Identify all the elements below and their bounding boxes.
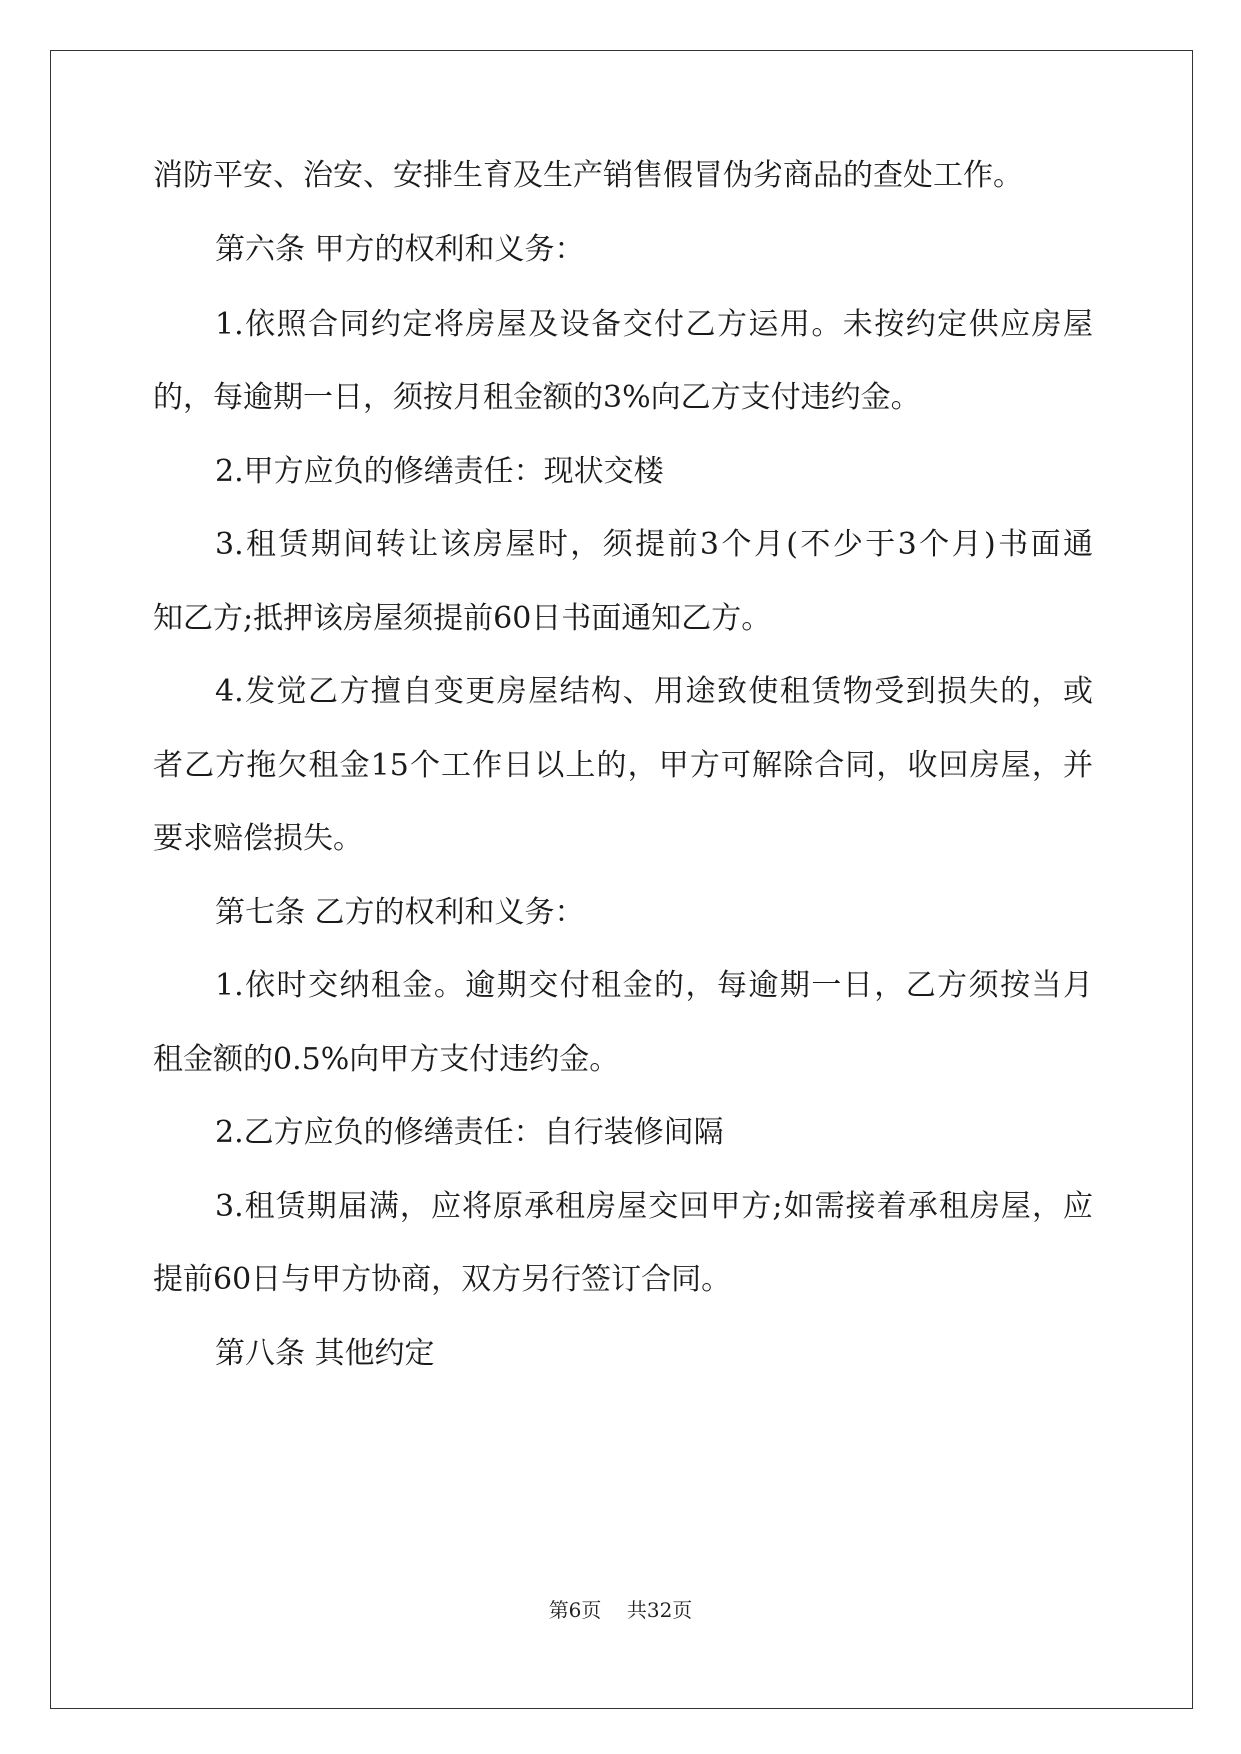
text-line: 3.租赁期间转让该房屋时，须提前3个月(不少于3个月)书面通 (215, 527, 1093, 562)
article-heading: 第六条 甲方的权利和义务： (215, 232, 585, 267)
text-line: 知乙方;抵押该房屋须提前60日书面通知乙方。 (153, 601, 772, 636)
text-line: 消防平安、治安、安排生育及生产销售假冒伪劣商品的查处工作。 (153, 158, 1023, 193)
page-total: 共32页 (626, 1598, 693, 1622)
text-line: 要求赔偿损失。 (153, 821, 363, 856)
text-line: 1.依照合同约定将房屋及设备交付乙方运用。未按约定供应房屋 (215, 307, 1093, 342)
page-footer (0, 1598, 1241, 1622)
text-line: 者乙方拖欠租金15个工作日以上的，甲方可解除合同，收回房屋，并 (153, 748, 1093, 783)
text-line: 租金额的0.5%向甲方支付违约金。 (153, 1042, 620, 1077)
footer-spacer (601, 1598, 626, 1622)
text-line: 的，每逾期一日，须按月租金额的3%向乙方支付违约金。 (153, 380, 921, 415)
text-line: 提前60日与甲方协商，双方另行签订合同。 (153, 1262, 732, 1297)
article-heading: 第八条 其他约定 (215, 1336, 435, 1371)
text-line: 4.发觉乙方擅自变更房屋结构、用途致使租赁物受到损失的，或 (215, 674, 1093, 709)
page-number: 第6页 (548, 1598, 602, 1622)
text-line: 3.租赁期届满，应将原承租房屋交回甲方;如需接着承租房屋，应 (215, 1189, 1093, 1224)
text-line: 1.依时交纳租金。逾期交付租金的，每逾期一日，乙方须按当月 (215, 968, 1093, 1003)
text-line: 2.乙方应负的修缮责任：自行装修间隔 (215, 1115, 724, 1150)
text-line: 2.甲方应负的修缮责任：现状交楼 (215, 454, 664, 489)
article-heading: 第七条 乙方的权利和义务： (215, 895, 585, 930)
page-border (50, 50, 1193, 1709)
